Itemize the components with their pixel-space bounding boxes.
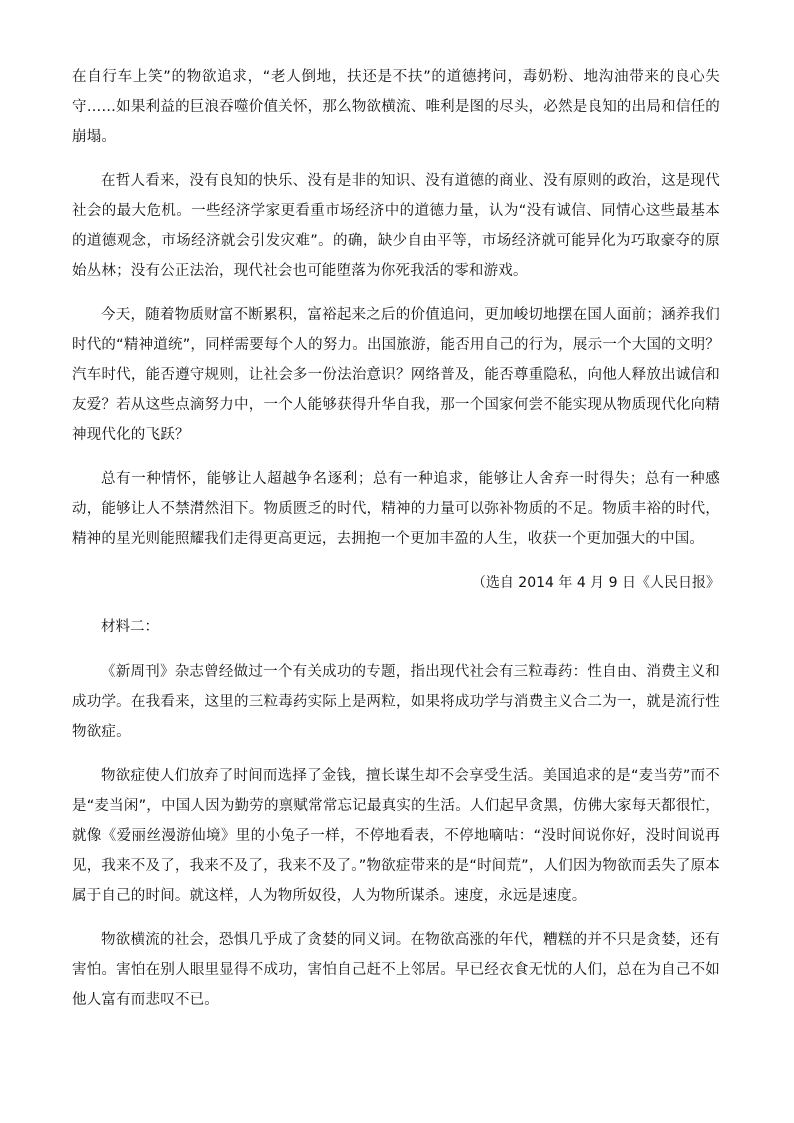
- material-one-paragraph-4: 总有一种情怀，能够让人超越争名逐利；总有一种追求，能够让人舍弃一时得失；总有一种感动，能够让人不禁潸然泪下。物质匮乏的时代，精神的力量可以弥补物质的不足。物质丰裕的时代，精神的星光则能照耀我们走得更高更远，去拥抱一个更加丰盈的人生，收获一个更加强大的中国。: [72, 471, 720, 547]
- material-one-paragraph-3: 今天，随着物质财富不断累积，富裕起来之后的价值追问，更加峻切地摆在国人面前；涵养我们时代的“精神道统”，同样需要每个人的努力。出国旅游，能否用自己的行为，展示一个大国的文明？汽车时代，能否遵守规则，让社会多一份法治意识？网络普及，能否尊重隐私，向他人释放出诚信和友爱？若从这些点滴努力中，一个人能够获得升华自我，那一个国家何尝不能实现从物质现代化向精神现代化的飞跃？: [72, 307, 720, 443]
- material-two-paragraph-2: 物欲症使人们放弃了时间而选择了金钱，擅长谋生却不会享受生活。美国追求的是“麦当劳”而不是“麦当闲”，中国人因为勤劳的禀赋常常忘记最真实的生活。人们起早贪黑，仿佛大家每天都很忙，就像《爱丽丝漫游仙境》里的小兔子一样，不停地看表，不停地嘀咕：“没时间说你好，没时间说再见，我来不及了，我来不及了，我来不及了。”物欲症带来的是“时间荒”，人们因为物欲而丢失了原本属于自己的时间。就这样，人为物所奴役，人为物所谋杀。速度，永远是速度。: [72, 767, 720, 904]
- material-one-source: （选自 2014 年 4 月 9 日《人民日报》: [471, 575, 720, 591]
- material-two-heading: 材料二：: [101, 619, 159, 635]
- material-one-paragraph-1: 在自行车上笑”的物欲追求，“老人倒地，扶还是不扶”的道德拷问，毒奶粉、地沟油带来的良心失守……如果利益的巨浪吞噬价值关怀，那么物欲横流、唯利是图的尽头，必然是良知的出局和信任的崩塌。: [72, 69, 720, 145]
- material-one-paragraph-2: 在哲人看来，没有良知的快乐、没有是非的知识、没有道德的商业、没有原则的政治，这是现代社会的最大危机。一些经济学家更看重市场经济中的道德力量，认为“没有诚信、同情心这些最基本的道德观念，市场经济就会引发灾难”。的确，缺少自由平等，市场经济就可能异化为巧取豪夺的原始丛林；没有公正法治，现代社会也可能堕落为你死我活的零和游戏。: [72, 173, 720, 279]
- material-two-paragraph-3: 物欲横流的社会，恐惧几乎成了贪婪的同义词。在物欲高涨的年代，糟糕的并不只是贪婪，还有害怕。害怕在别人眼里显得不成功，害怕自己赶不上邻居。早已经衣食无忧的人们，总在为自己不如他人富有而悲叹不已。: [72, 931, 720, 1008]
- document-page: [72, 62, 720, 1015]
- material-two-paragraph-1: 《新周刊》杂志曾经做过一个有关成功的专题，指出现代社会有三粒毒药：性自由、消费主义和成功学。在我看来，这里的三粒毒药实际上是两粒，如果将成功学与消费主义合二为一，就是流行性物欲症。: [72, 663, 720, 740]
